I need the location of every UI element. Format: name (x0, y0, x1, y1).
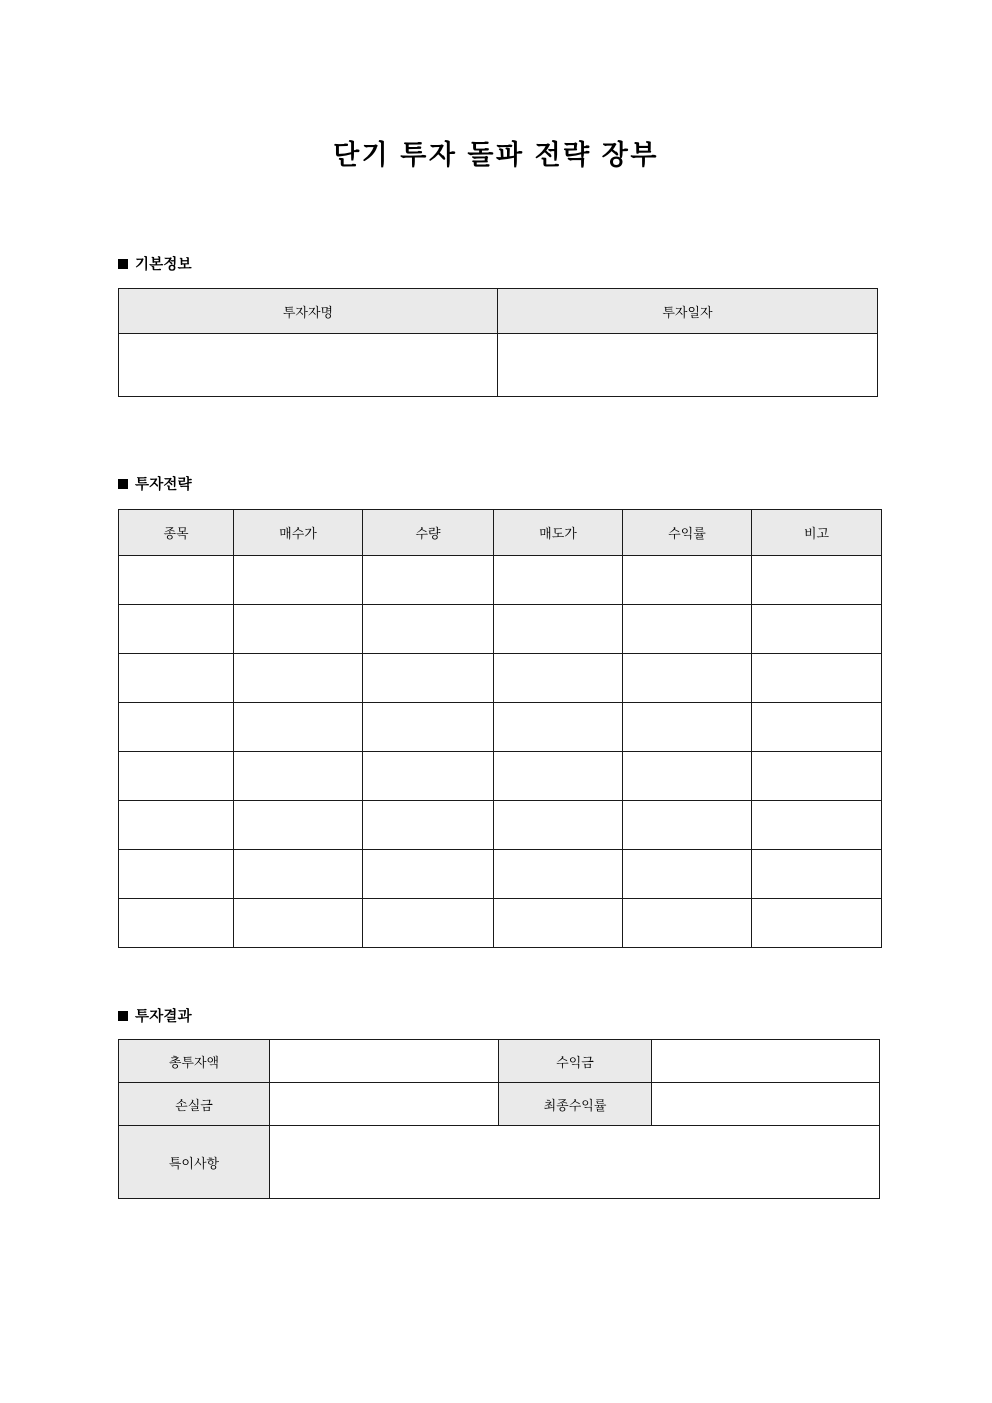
table-row (119, 556, 882, 605)
cell-buy-price[interactable] (234, 801, 363, 850)
cell-buy-price[interactable] (234, 605, 363, 654)
table-row (119, 654, 882, 703)
section-heading-basic-info-label: 기본정보 (135, 257, 192, 273)
cell-notes[interactable] (752, 605, 882, 654)
cell-sell-price[interactable] (494, 801, 623, 850)
table-row (119, 1126, 880, 1199)
cell-buy-price[interactable] (234, 654, 363, 703)
section-heading-investment-result-label: 투자결과 (135, 1009, 192, 1025)
cell-return-rate[interactable] (623, 703, 752, 752)
table-row (119, 1083, 880, 1126)
cell-return-rate[interactable] (623, 654, 752, 703)
row-label-final-return-rate: 최종수익률 (499, 1083, 652, 1126)
cell-notes[interactable] (752, 752, 882, 801)
cell-investor-name[interactable] (119, 334, 498, 397)
table-row (119, 703, 882, 752)
investment-result-table (118, 1039, 880, 1199)
cell-quantity[interactable] (363, 752, 494, 801)
cell-stock[interactable] (119, 654, 234, 703)
cell-quantity[interactable] (363, 703, 494, 752)
row-label-profit: 수익금 (499, 1040, 652, 1083)
cell-quantity[interactable] (363, 556, 494, 605)
cell-sell-price[interactable] (494, 850, 623, 899)
cell-sell-price[interactable] (494, 752, 623, 801)
cell-return-rate[interactable] (623, 556, 752, 605)
black-square-icon (118, 1011, 128, 1021)
column-header-buy-price: 매수가 (234, 510, 363, 556)
row-label-loss: 손실금 (119, 1083, 270, 1126)
cell-notes[interactable] (752, 850, 882, 899)
cell-sell-price[interactable] (494, 605, 623, 654)
cell-final-return-rate-value[interactable] (652, 1083, 880, 1126)
cell-investment-date[interactable] (498, 334, 878, 397)
cell-notes[interactable] (752, 654, 882, 703)
cell-profit-value[interactable] (652, 1040, 880, 1083)
cell-stock[interactable] (119, 752, 234, 801)
table-row (119, 850, 882, 899)
cell-buy-price[interactable] (234, 752, 363, 801)
cell-quantity[interactable] (363, 801, 494, 850)
column-header-stock: 종목 (119, 510, 234, 556)
section-heading-investment-strategy (118, 473, 192, 494)
cell-notes[interactable] (752, 556, 882, 605)
cell-stock[interactable] (119, 850, 234, 899)
column-header-quantity: 수량 (363, 510, 494, 556)
cell-quantity[interactable] (363, 654, 494, 703)
cell-return-rate[interactable] (623, 801, 752, 850)
cell-buy-price[interactable] (234, 703, 363, 752)
cell-notes[interactable] (752, 899, 882, 948)
cell-return-rate[interactable] (623, 605, 752, 654)
cell-stock[interactable] (119, 899, 234, 948)
cell-buy-price[interactable] (234, 899, 363, 948)
table-row (119, 605, 882, 654)
investment-strategy-table (118, 509, 882, 948)
cell-sell-price[interactable] (494, 703, 623, 752)
table-header-row (119, 289, 878, 334)
cell-quantity[interactable] (363, 850, 494, 899)
cell-stock[interactable] (119, 605, 234, 654)
cell-remarks-value[interactable] (270, 1126, 880, 1199)
cell-sell-price[interactable] (494, 556, 623, 605)
cell-buy-price[interactable] (234, 556, 363, 605)
column-header-notes: 비고 (752, 510, 882, 556)
row-label-remarks: 특이사항 (119, 1126, 270, 1199)
column-header-investor-name: 투자자명 (119, 289, 498, 334)
cell-total-investment-value[interactable] (270, 1040, 499, 1083)
column-header-investment-date: 투자일자 (498, 289, 878, 334)
cell-stock[interactable] (119, 801, 234, 850)
table-row (119, 1040, 880, 1083)
section-heading-basic-info (118, 253, 192, 274)
cell-return-rate[interactable] (623, 899, 752, 948)
cell-notes[interactable] (752, 801, 882, 850)
cell-loss-value[interactable] (270, 1083, 499, 1126)
cell-stock[interactable] (119, 703, 234, 752)
table-header-row (119, 510, 882, 556)
row-label-total-investment: 총투자액 (119, 1040, 270, 1083)
page-title: 단기 투자 돌파 전략 장부 (333, 140, 659, 170)
cell-return-rate[interactable] (623, 850, 752, 899)
basic-info-table (118, 288, 878, 397)
table-row (119, 801, 882, 850)
cell-notes[interactable] (752, 703, 882, 752)
cell-sell-price[interactable] (494, 899, 623, 948)
table-row (119, 752, 882, 801)
cell-quantity[interactable] (363, 605, 494, 654)
column-header-return-rate: 수익률 (623, 510, 752, 556)
cell-stock[interactable] (119, 556, 234, 605)
cell-buy-price[interactable] (234, 850, 363, 899)
table-row (119, 899, 882, 948)
table-row (119, 334, 878, 397)
black-square-icon (118, 259, 128, 269)
column-header-sell-price: 매도가 (494, 510, 623, 556)
cell-return-rate[interactable] (623, 752, 752, 801)
black-square-icon (118, 479, 128, 489)
cell-quantity[interactable] (363, 899, 494, 948)
cell-sell-price[interactable] (494, 654, 623, 703)
section-heading-investment-result (118, 1005, 192, 1026)
section-heading-investment-strategy-label: 투자전략 (135, 477, 192, 493)
